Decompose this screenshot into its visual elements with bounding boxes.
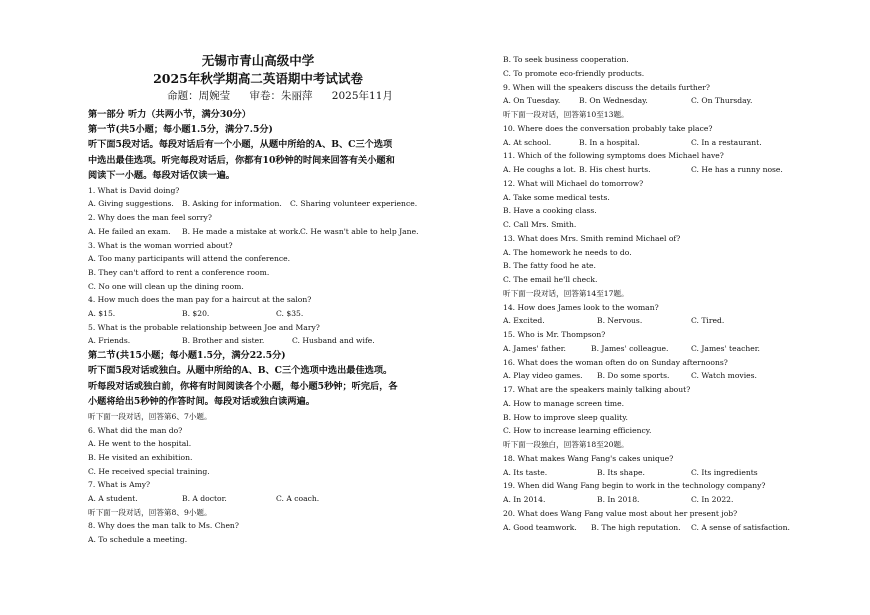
option-c: C. Call Mrs. Smith. [503, 220, 577, 229]
right-column [503, 53, 803, 534]
question-4-options [88, 307, 428, 321]
question-9-options [503, 94, 803, 108]
option-b: B. On Wednesday. [579, 96, 648, 106]
monologue-lead: 听下面一段独白，回答第18至20题。 [503, 440, 629, 449]
option-c: C. Sharing volunteer experience. [290, 199, 418, 209]
question-18: 18. What makes Wang Fang's cakes unique? [503, 453, 674, 463]
option-b: B. Nervous. [597, 316, 643, 326]
option-a: A. Take some medical tests. [503, 192, 610, 202]
dialogue-lead: 听下面一段对话，回答第8、9小题。 [88, 507, 212, 517]
question-16-options [503, 369, 803, 383]
exam-credits [148, 88, 428, 105]
question-12: 12. What will Michael do tomorrow? [503, 178, 644, 188]
question-15: 15. Who is Mr. Thompson? [503, 330, 606, 339]
option-a: A. To schedule a meeting. [88, 535, 188, 544]
option-a: A. Friends. [88, 336, 131, 346]
option-a: A. On Tuesday. [503, 96, 561, 106]
option-a: A. He coughs a lot. [503, 165, 577, 174]
question-11-options [503, 163, 803, 177]
option-a: A. At school. [503, 137, 552, 147]
question-13: 13. What does Mrs. Smith remind Michael of? [503, 233, 681, 243]
instruction-line: 听下面5段对话。每段对话后有一个小题，从题中所给的A、B、C三个选项 [88, 139, 393, 150]
question-2-options [88, 225, 428, 239]
instruction-line: 中选出最佳选项。听完每段对话后，你都有10秒钟的时间来回答有关小题和 [88, 154, 395, 166]
question-15-options [503, 342, 803, 356]
question-17: 17. What are the speakers mainly talking about? [503, 385, 691, 394]
option-b: B. His chest hurts. [579, 165, 651, 174]
option-c: C. James' teacher. [691, 343, 760, 353]
option-a: A. Too many participants will attend the conference. [88, 254, 291, 264]
option-c: C. He has a runny nose. [691, 165, 783, 174]
option-a: A. James' father. [503, 343, 566, 353]
option-b: B. $20. [182, 308, 210, 318]
option-a: A. In 2014. [503, 495, 546, 504]
option-b: B. In 2018. [597, 495, 640, 504]
question-8: 8. Why does the man talk to Ms. Chen? [88, 521, 239, 531]
option-a: A. He went to the hospital. [88, 439, 192, 449]
option-c: C. Watch movies. [691, 371, 757, 381]
dialogue-lead: 听下面一段对话，回答第14至17题。 [503, 288, 629, 298]
question-6: 6. What did the man do? [88, 425, 183, 435]
option-c: C. In a restaurant. [691, 137, 762, 147]
option-c: C. Tired. [691, 316, 725, 326]
instruction-line: 听下面5段对话或独白。从题中所给的A、B、C三个选项中选出最佳选项。 [88, 365, 393, 377]
option-a: A. Excited. [503, 316, 545, 326]
question-1-options [88, 197, 428, 211]
part1-heading: 第一部分 听力（共两小节，满分30分） [88, 109, 251, 120]
option-a: A. Good teamwork. [503, 522, 577, 532]
question-18-options [503, 466, 803, 480]
option-a: A. A student. [88, 493, 138, 503]
question-7-options [88, 492, 428, 506]
option-b: B. Brother and sister. [182, 336, 265, 346]
option-c: C. How to increase learning efficiency. [503, 426, 652, 436]
option-b: B. Asking for information. [182, 199, 282, 209]
option-a: A. Its taste. [503, 467, 548, 477]
option-c: C. A sense of satisfaction. [691, 522, 790, 532]
left-column [88, 52, 428, 547]
instruction-line: 阅读下一小题。每段对话仅读一遍。 [88, 170, 235, 182]
option-c: C. Its ingredients [691, 467, 758, 477]
option-b: B. Its shape. [597, 467, 645, 477]
option-a: A. $15. [88, 308, 116, 318]
question-20-options [503, 521, 803, 535]
question-19-options [503, 493, 803, 507]
section2-instructions [88, 363, 428, 410]
option-c: C. $35. [276, 308, 304, 318]
question-2: 2. Why does the man feel sorry? [88, 213, 212, 223]
question-5: 5. What is the probable relationship between Joe and Mary? [88, 322, 320, 332]
question-3: 3. What is the woman worried about? [88, 240, 233, 250]
question-1: 1. What is David doing? [88, 185, 180, 195]
option-c: C. To promote eco-friendly products. [503, 68, 645, 78]
instruction-line: 听每段对话或独白前，你将有时间阅读各个小题，每小题5秒钟；听完后，各 [88, 380, 398, 392]
option-b: B. The high reputation. [591, 522, 681, 532]
option-a: A. Play video games. [503, 371, 583, 381]
option-b: B. He visited an exhibition. [88, 452, 193, 462]
instruction-line: 小题将给出5秒钟的作答时间。每段对话或独白读两遍。 [88, 396, 315, 408]
option-b: B. James' colleague. [591, 343, 669, 353]
question-11: 11. Which of the following symptoms does Michael have? [503, 151, 724, 161]
school-name: 无锡市青山高级中学 [201, 53, 315, 68]
section2-heading: 第二节(共15小题；每小题1.5分，满分22.5分) [88, 350, 286, 362]
option-a: A. How to manage screen time. [503, 398, 625, 408]
option-b: B. To seek business cooperation. [503, 55, 629, 64]
option-c: C. He received special training. [88, 466, 210, 476]
question-5-options [88, 334, 428, 348]
option-b: B. Do some sports. [597, 371, 670, 381]
question-16: 16. What does the woman often do on Sunday afternoons? [503, 357, 728, 367]
option-b: B. In a hospital. [579, 137, 640, 147]
exam-title: 2025年秋学期高二英语期中考试试卷 [153, 71, 363, 86]
option-b: B. Have a cooking class. [503, 206, 597, 216]
dialogue-lead: 听下面一段对话，回答第6、7小题。 [88, 411, 212, 421]
option-a: A. Giving suggestions. [88, 199, 174, 209]
question-10-options [503, 136, 803, 150]
question-14-options [503, 314, 803, 328]
option-a: A. The homework he needs to do. [503, 247, 632, 257]
reviewer: 审卷：朱丽萍 [249, 90, 313, 102]
exam-date: 2025年11月 [331, 90, 393, 102]
option-b: B. The fatty food he ate. [503, 261, 596, 271]
question-4: 4. How much does the man pay for a haircut at the salon? [88, 295, 312, 305]
option-c: C. He wasn't able to help Jane. [300, 226, 419, 236]
question-9: 9. When will the speakers discuss the details further? [503, 82, 710, 92]
question-7: 7. What is Amy? [88, 480, 151, 490]
section1-instructions [88, 137, 428, 184]
section1-heading: 第一节(共5小题；每小题1.5分，满分7.5分) [88, 124, 273, 135]
exam-header [88, 52, 428, 105]
question-14: 14. How does James look to the woman? [503, 302, 659, 312]
option-b: B. How to improve sleep quality. [503, 412, 628, 422]
option-b: B. He made a mistake at work. [182, 226, 301, 236]
question-20: 20. What does Wang Fang value most about her present job? [503, 508, 738, 518]
dialogue-lead: 听下面一段对话，回答第10至13题。 [503, 110, 629, 119]
option-c: C. Husband and wife. [292, 336, 375, 346]
option-b: B. A doctor. [182, 493, 227, 503]
option-c: C. A coach. [276, 493, 320, 503]
option-c: C. No one will clean up the dining room. [88, 281, 244, 291]
option-c: C. In 2022. [691, 495, 734, 504]
option-c: C. The email he'll check. [503, 275, 598, 284]
question-19: 19. When did Wang Fang begin to work in the technology company? [503, 481, 766, 491]
author: 命题：周婉莹 [167, 90, 231, 102]
option-c: C. On Thursday. [691, 96, 753, 106]
question-10: 10. Where does the conversation probably take place? [503, 123, 713, 133]
option-b: B. They can't afford to rent a conference room. [88, 267, 270, 277]
option-a: A. He failed an exam. [88, 226, 171, 236]
